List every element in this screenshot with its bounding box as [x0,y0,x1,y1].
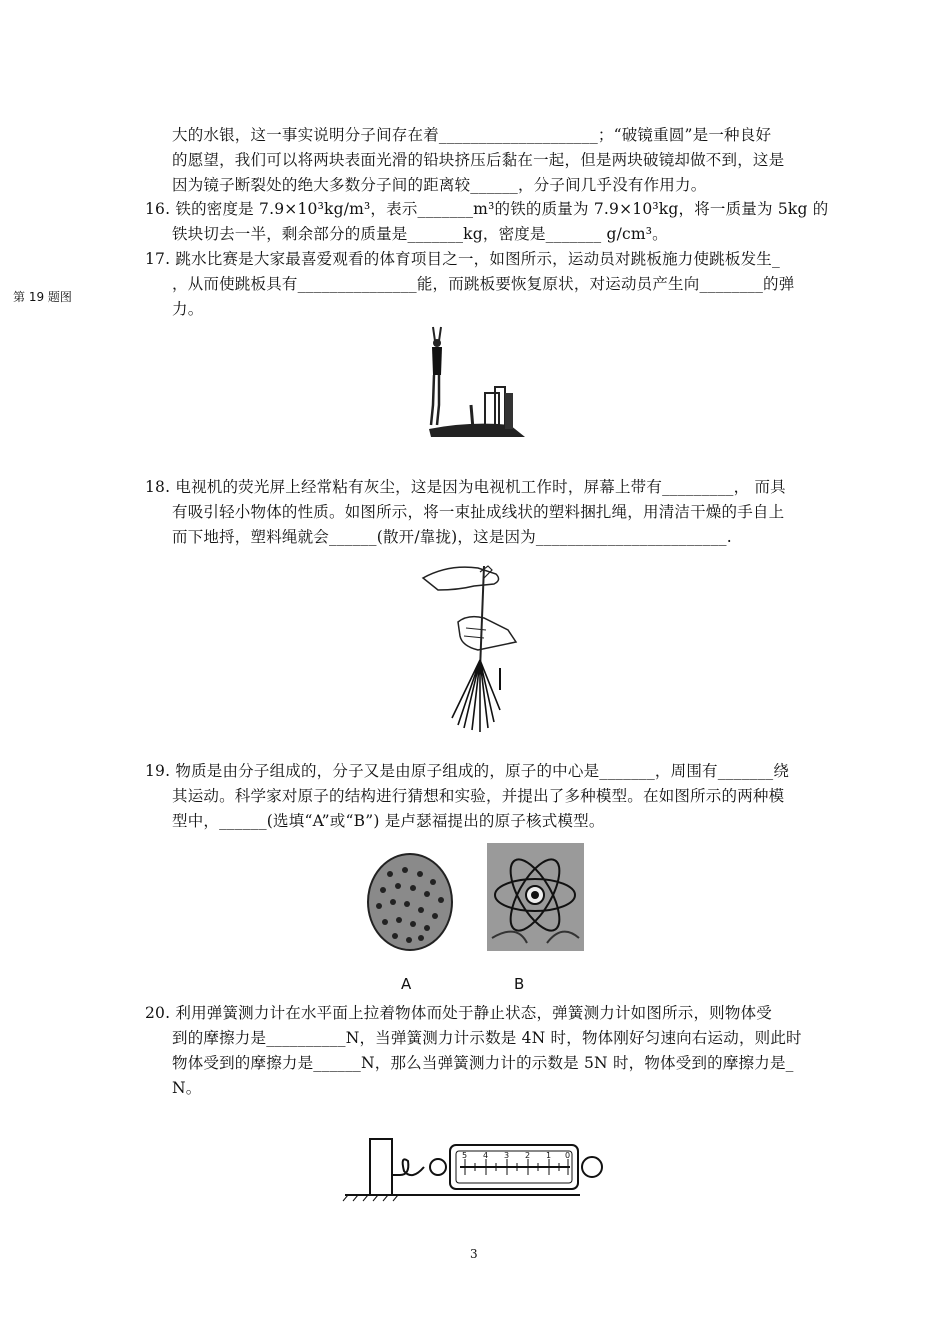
scale-tick-label: 3 [504,1151,510,1160]
q20-line: 20. 利用弹簧测力计在水平面上拉着物体而处于静止状态，弹簧测力计如图所示，则物体受 [145,1004,772,1022]
text-line: 其运动。科学家对原子的结构进行猜想和实验，并提出了多种模型。在如图所示的两种模 [172,787,785,805]
scale-tick-label: 2 [525,1151,531,1160]
q16-line: 16. 铁的密度是 7.9×10³kg/m³，表示_______m³的铁的质量为 7.9×10³kg，将一质量为 5kg 的 [145,200,829,218]
spring-scale-figure [340,1135,610,1205]
plastic-rope-figure [418,560,518,740]
text-line: 物体受到的摩擦力是______N，那么当弹簧测力计的示数是 5N 时，物体受到的摩擦力是_ [172,1054,794,1072]
scale-tick-label: 1 [546,1151,552,1160]
margin-note: 第 19 题图 [13,290,72,304]
diving-board-figure [415,325,530,440]
q18-line: 18. 电视机的荧光屏上经常粘有灰尘，这是因为电视机工作时，屏幕上带有_________， 而具 [145,478,786,496]
text-line: 铁块切去一半，剩余部分的质量是_______kg，密度是_______ g/cm³。 [172,225,668,243]
atom-model-a-figure [365,852,455,952]
scale-tick-label: 0 [565,1151,571,1160]
scale-tick-label: 4 [483,1151,489,1160]
q17-line: 17. 跳水比赛是大家最喜爱观看的体育项目之一，如图所示，运动员对跳板施力使跳板发生_ [145,250,780,268]
page-number: 3 [470,1247,478,1261]
text-line: 型中，______(选填“A”或“B”) 是卢瑟福提出的原子核式模型。 [172,812,605,830]
atom-label-a: A [401,975,412,993]
text-line: 而下地捋，塑料绳就会______(散开/靠拢)，这是因为________________________. [172,528,732,546]
text-line: 大的水银，这一事实说明分子间存在着____________________；“破镜重圆”是一种良好 [172,126,772,144]
text-line: 到的摩擦力是__________N，当弹簧测力计示数是 4N 时，物体刚好匀速向右运动，则此时 [172,1029,802,1047]
text-line: 力。 [172,300,204,318]
text-line: ，从而使跳板具有_______________能，而跳板要恢复原状，对运动员产生向________的弹 [172,275,795,293]
atom-label-b: B [514,975,525,993]
q19-line: 19. 物质是由分子组成的，分子又是由原子组成的，原子的中心是_______，周围有_______绕 [145,762,790,780]
text-line: 有吸引轻小物体的性质。如图所示，将一束扯成线状的塑料捆扎绳，用清洁干燥的手自上 [172,503,785,521]
atom-model-b-figure [487,843,584,951]
scale-tick-label: 5 [462,1151,468,1160]
text-line: 因为镜子断裂处的绝大多数分子间的距离较______，分子间几乎没有作用力。 [172,176,707,194]
text-line: N。 [172,1079,202,1097]
text-line: 的愿望，我们可以将两块表面光滑的铅块挤压后黏在一起，但是两块破镜却做不到，这是 [172,151,785,169]
